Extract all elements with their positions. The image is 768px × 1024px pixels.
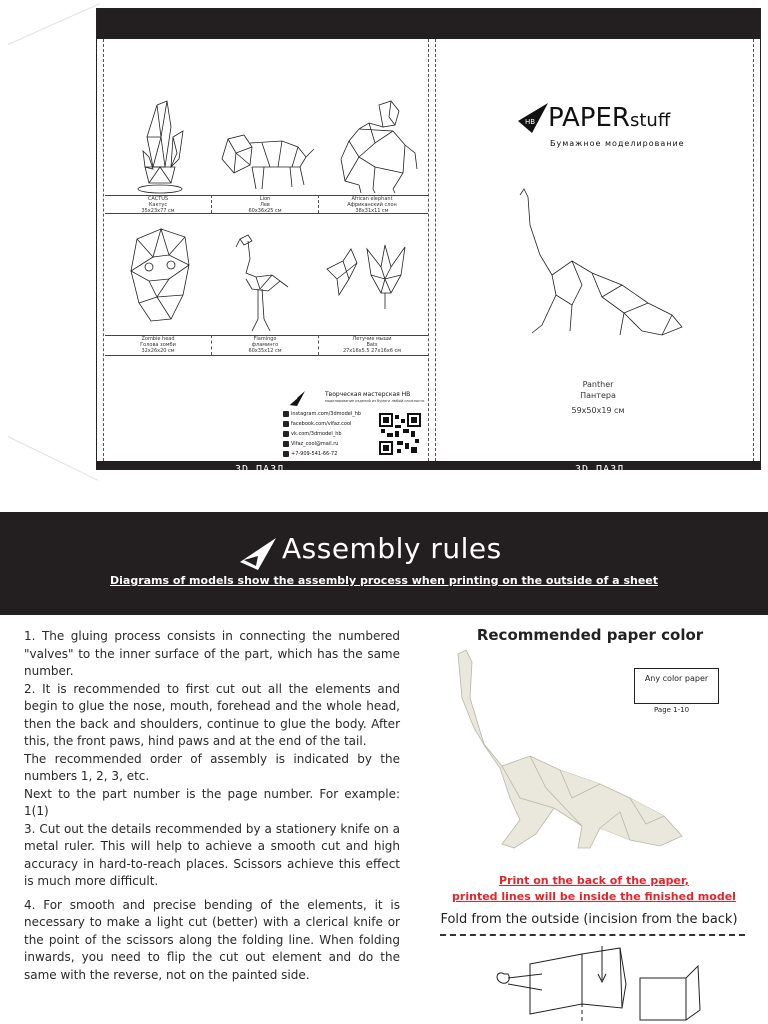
instruction-step-4: 4. For smooth and precise bending of the elements, it is necessary to make a light cut (better) with a clerical knife or the point of the scissors along the folding line. When folding inwards, you need to flip the cut out element and do the same with the reverse, not on the painted side. — [24, 897, 400, 982]
brochure-sheet — [96, 8, 761, 475]
zombie-head-illustration — [105, 219, 211, 333]
facebook-icon — [283, 421, 289, 427]
grid-rule — [105, 355, 428, 356]
model-caption-cactus: CACTUS Кактус 35x23x77 см — [141, 196, 175, 214]
assembly-rules-banner — [0, 512, 768, 615]
model-caption-flamingo: Flamingo фламинго 60x35x12 см — [248, 336, 282, 354]
contact-email: Vifaz_cool@mail.ru — [283, 441, 338, 447]
panther-illustration — [512, 185, 692, 345]
flamingo-illustration — [212, 219, 318, 333]
paper-color-box: Any color paper — [634, 668, 719, 704]
vk-icon — [283, 431, 289, 437]
contact-phone: +7-909-541-66-72 — [283, 451, 337, 457]
instruction-order-note: The recommended order of assembly is indicated by the numbers 1, 2, 3, etc. — [24, 751, 400, 783]
print-warning-line-1: Print on the back of the paper, — [499, 874, 689, 887]
papercraft-logo-icon — [238, 534, 278, 572]
folding-diagram — [490, 944, 720, 1024]
workshop-subtitle: моделирование изделий из бумаги любой сложности — [325, 399, 425, 403]
contact-instagram: instagram.com/3dmodel_hb — [283, 411, 361, 417]
logo-subtitle: Бумажное моделирование — [550, 139, 685, 148]
cut-line — [435, 39, 436, 461]
paperstuff-logo — [516, 101, 696, 161]
contact-vk: vk.com/3dmodel_hb — [283, 431, 342, 437]
model-caption-elephant: African elephant Африканский слон 38x31x11 см — [347, 196, 397, 214]
workshop-title: Творческая мастерская HB — [325, 391, 411, 398]
model-lion — [212, 97, 318, 195]
footer-label-right: 3D ПАЗЛ — [575, 464, 625, 475]
cover-panel — [438, 39, 758, 461]
mail-icon — [283, 441, 289, 447]
paper-page-reference: Page 1-10 — [654, 706, 690, 714]
fold-dashed-line — [440, 934, 745, 936]
cut-line — [103, 39, 104, 461]
model-flamingo — [212, 219, 318, 333]
fold-instruction-title: Fold from the outside (incision from the back) — [440, 912, 738, 927]
banner-title: Assembly rules — [282, 532, 502, 565]
bats-illustration — [319, 219, 425, 333]
workshop-contacts — [281, 383, 431, 483]
logo-title: PAPERstuff — [548, 103, 671, 133]
papercraft-logo-icon — [287, 389, 307, 407]
cactus-illustration — [105, 97, 211, 195]
fold-mark-bottom — [8, 436, 98, 481]
instruction-page-note: Next to the part number is the page number. For example: 1(1) — [24, 786, 400, 818]
model-elephant — [319, 97, 425, 195]
fold-mark-top — [8, 3, 100, 45]
model-zombie-head — [105, 219, 211, 333]
scissors-icon — [497, 973, 509, 983]
footer-label-left: 3D ПАЗЛ — [235, 464, 285, 475]
model-bats — [319, 219, 425, 333]
model-cactus — [105, 97, 211, 195]
brochure-top-bar — [97, 9, 760, 39]
paper-color-title: Recommended paper color — [476, 626, 704, 644]
contact-facebook: facebook.com/vifaz.cool — [283, 421, 351, 427]
instruction-step-2: 2. It is recommended to first cut out all the elements and begin to glue the nose, mouth, forehead and the whole head, then the back and shoulders, continue to glue the body. After this, the front paws, hind paws and at the end of the tail. — [24, 681, 400, 748]
instruction-step-3: 3. Cut out the details recommended by a stationery knife on a metal ruler. This will help to achieve a smooth cut and high accuracy in hard-to-reach places. Scissors achieve this effect is much more difficult. — [24, 821, 400, 888]
banner-subtitle: Diagrams of models show the assembly process when printing on the outside of a sheet — [110, 574, 658, 587]
print-warning-line-2: printed lines will be inside the finished model — [452, 890, 736, 903]
phone-icon — [283, 451, 289, 457]
svg-text:HB: HB — [525, 118, 536, 126]
elephant-illustration — [319, 97, 425, 195]
instruction-step-1: 1. The gluing process consists in connecting the numbered "valves" to the inner surface of the part, which has the same number. — [24, 629, 400, 678]
qr-code — [379, 413, 421, 455]
papercraft-logo-icon — [516, 101, 550, 135]
panther-caption: Panther Пантера 59x50x19 см — [571, 380, 625, 415]
instagram-icon — [283, 411, 289, 417]
model-caption-lion: Lion Лев 60x36x25 см — [248, 196, 282, 214]
model-caption-zombie: Zombie head Голова зомби 32x26x20 см — [140, 336, 176, 354]
assembly-instructions — [24, 628, 400, 984]
model-caption-bats: Летучие мыши Bats 27x16x5.5 27x16x6 см — [342, 336, 402, 354]
lion-illustration — [212, 97, 318, 195]
